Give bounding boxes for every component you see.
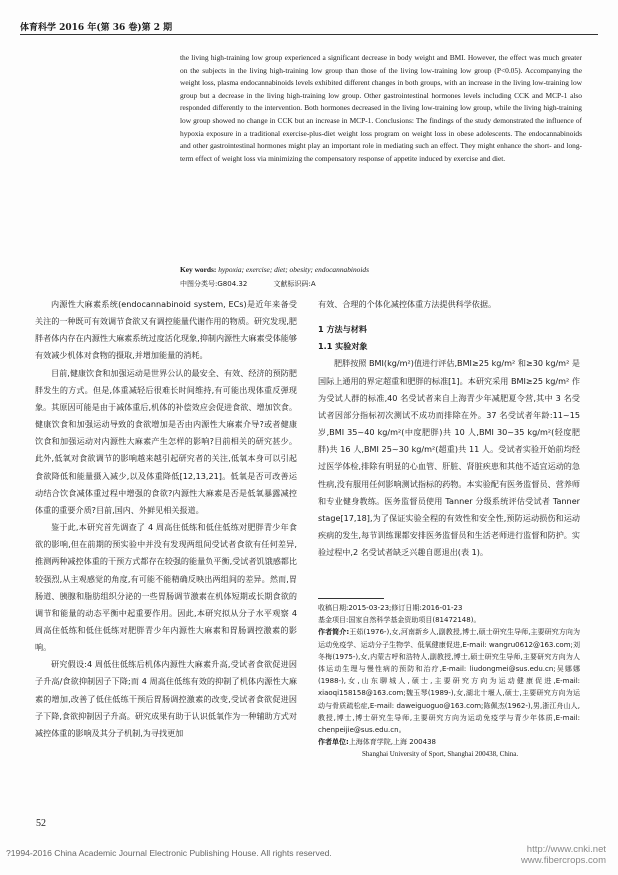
body-paragraph: 目前,健康饮食和加强运动是世界公认的最安全、有效、经济的预防肥胖发生的方式。但是,体重减轻后很难长时间维持,有可能出现体重反弹现象。其原因可能是由于减体重后,机体的补偿效应会促进食欲、增加饮食。健康饮食和加强运动导致的食欲增加是否由内源性大麻素介导?或者健康饮食和加强运动对内源性大麻素产生怎样的影响?目前相关的研究甚少。此外,低氧对食欲调节的影响越来越引起研究者的关注,低氧本身可以引起食欲降低和能量摄入减少,以及体重降低[12,13,21]。低氧是否可改善运动结合饮食减体重过程中增强的食欲?内源性大麻素是否是低氧暴露减控体重的重要介质?目前,国内、外鲜见相关报道。 xyxy=(35,367,297,515)
keywords-label: Key words: xyxy=(180,265,217,274)
page-number: 52 xyxy=(36,818,46,829)
subsection-heading: 1.1 实验对象 xyxy=(318,341,368,352)
right-column xyxy=(318,296,580,561)
fund-info: 基金项目:国家自然科学基金资助项目(81472148)。 xyxy=(318,616,481,625)
received-date: 收稿日期:2015-03-23;修订日期:2016-01-23 xyxy=(318,604,463,612)
watermark-line: www.fibercrops.com xyxy=(521,855,606,866)
body-paragraph: 研究假设:4 周低住低练后机体内源性大麻素升高,受试者食欲促进因子升高/食欲抑制因子下降;而 4 周高住低练有效的抑制了机体内源性大麻素的增加,改善了低住低练干预后胃肠调控激素的改变,受试者食欲促进因子下降,食欲抑制因子升高。研究成果有助于认识低氧作为一种辅助方式对减控体重的影响及其分子机制,为寻找更加 xyxy=(35,659,297,738)
footnotes xyxy=(318,602,580,761)
keywords-items: hypoxia; exercise; diet; obesity; endocannabinoids xyxy=(218,265,369,274)
affiliation-label: 作者单位: xyxy=(318,738,349,747)
section-heading: 1 方法与材料 xyxy=(318,324,367,335)
body-paragraph-continuation: 有效、合理的个体化减控体重方法提供科学依据。 xyxy=(318,299,497,309)
body-paragraph: 肥胖按照 BMI(kg/m²)值进行评估,BMI≥25 kg/m² 和≥30 kg/m² 是国际上通用的界定超重和肥胖的标准[1]。本研究采用 BMI≥25 kg/m² 作为受试人群的标准,40 名受试者来自上海青少年减肥夏令营,其中 3 名受试者因部分指标初次测试不成功而排除在外。37 名受试者年龄:11~15 岁,BMI 35~40 kg/m²(中度肥胖)共 10 人,BMI 30~35 kg/m²(轻度肥胖)共 16 人,BMI 25~30 kg/m²(超重)共 11 人。受试者实验开始前均经过医学体检,排除有明显的心血管、肝脏、肾脏疾患和其他不适宜运动的急性病,没有服用任何影响测试指标的药物。本实验配有医务监督员、营养师和专业健身教练。医务监督员使用 Tanner 分级系统评估受试者 Tanner stage[17,18],为了保证实验全程的有效性和安全性,预防运动损伤和运动疾病的发生,每节训练课都安排医务监督员和生活老师进行监督和防护。实验过程中,2 名受试者缺乏兴趣自愿退出(表 1)。 xyxy=(318,358,580,558)
header-rule xyxy=(20,34,598,35)
copyright-notice: ?1994-2016 China Academic Journal Electronic Publishing House. All rights reserved. xyxy=(6,848,332,858)
classification-line xyxy=(180,279,340,289)
clc-number: 中图分类号:G804.32 xyxy=(180,280,248,288)
watermark xyxy=(521,844,606,866)
keywords-line xyxy=(180,264,582,276)
affiliation-en: Shanghai University of Sport, Shanghai 200438, China. xyxy=(362,750,519,759)
body-paragraph: 内源性大麻素系统(endocannabinoid system, ECs)是近年来备受关注的一种既可有效调节食欲又有调控能量代谢作用的物质。研究发现,肥胖者体内存在内源性大麻素系统过度活化现象,抑制内源性大麻素受体能够有效减少机体对食物的摄取,并增加能量的消耗。 xyxy=(35,299,297,361)
author-bio-text: 王茹(1976-),女,河南新乡人,副教授,博士,硕士研究生导师,主要研究方向为运动免疫学、运动分子生物学、低氧健康促进,E-mail: wangru0612@163.com;刘冬梅(1975-),女,内蒙古呼和浩特人,副教授,博士,硕士研究生导师,主要研究方向为人体运动生理与慢性病的预防和治疗,E-mail: liudongmei@sus.edu.cn;吴娜娜(1988-),女,山东聊城人,硕士,主要研究方向为运动健康促进,E-mail: xiaoqi158158@163.com;魏玉琴(1989-),女,湖北十堰人,硕士,主要研究方向为运动与骨质疏松症,E-mail: daweiguoguo@163.com;陈佩杰(1962-),男,浙江舟山人,教授,博士,博士研究生导师,主要研究方向为运动免疫学与青少年体质,E-mail: chenpeijie@sus.edu.cn。 xyxy=(318,628,580,735)
affiliation-cn: 上海体育学院,上海 200438 xyxy=(348,738,436,747)
body-paragraph: 鉴于此,本研究首先调查了 4 周高住低练和低住低练对肥胖青少年食欲的影响,但在前期的预实验中并没有发现两组间受试者食欲有任何差异,推测两种减控体重的干预方式都存在较强的能量负平衡,受试者饥饿感都比较强烈,从主观感觉的角度,有可能不能精确反映出两组间的差异。然而,胃肠道、胰腺和脂肪组织分泌的一些胃肠调节激素在机体短期或长期食欲的调节和能量的动态平衡中起重要作用。因此,本研究拟从分子水平观察 4 周高住低练和低住低练对肥胖青少年内源性大麻素和胃肠调控激素的影响。 xyxy=(35,522,297,653)
english-abstract: the living high-training low group experienced a significant decrease in body weight and BMI. However, the effect was much greater on the subjects in the living high-training low group than those of the living low-training low group (P<0.05). Accompanying the weight loss, plasma endocannabinoids levels exhibited different changes in both groups, with an increase in the living low-training low group but a decrease in the living high-training low group. Other gastrointestinal hormones levels including CCK and MCP-1 also responded differently to the intervention. Both hormones decreased in the living low-training low group, while the living high-training low group showed no change in CCK but an increase in MCP-1. Conclusions: The findings of the study demonstrated the influence of hypoxia exposure in a traditional exercise-plus-diet weight loss program on weight loss in obese adolescents. The endocannabinoids and other gastrointestinal hormones might play an important role in mediating such an effect. They might enhance the short- and long-term effect of weight loss via minimizing the compensatory response of appetite induced by exercise and diet. xyxy=(180,53,582,163)
author-bio xyxy=(318,626,580,736)
footnote-rule xyxy=(318,598,384,599)
affiliation xyxy=(318,736,580,760)
document-code: 文献标识码:A xyxy=(273,280,316,288)
left-column xyxy=(35,296,297,742)
running-header: 体育科学 2016 年(第 36 卷)第 2 期 xyxy=(20,23,173,33)
watermark-line: http://www.cnki.net xyxy=(526,844,606,855)
author-bio-label: 作者简介: xyxy=(318,628,350,637)
